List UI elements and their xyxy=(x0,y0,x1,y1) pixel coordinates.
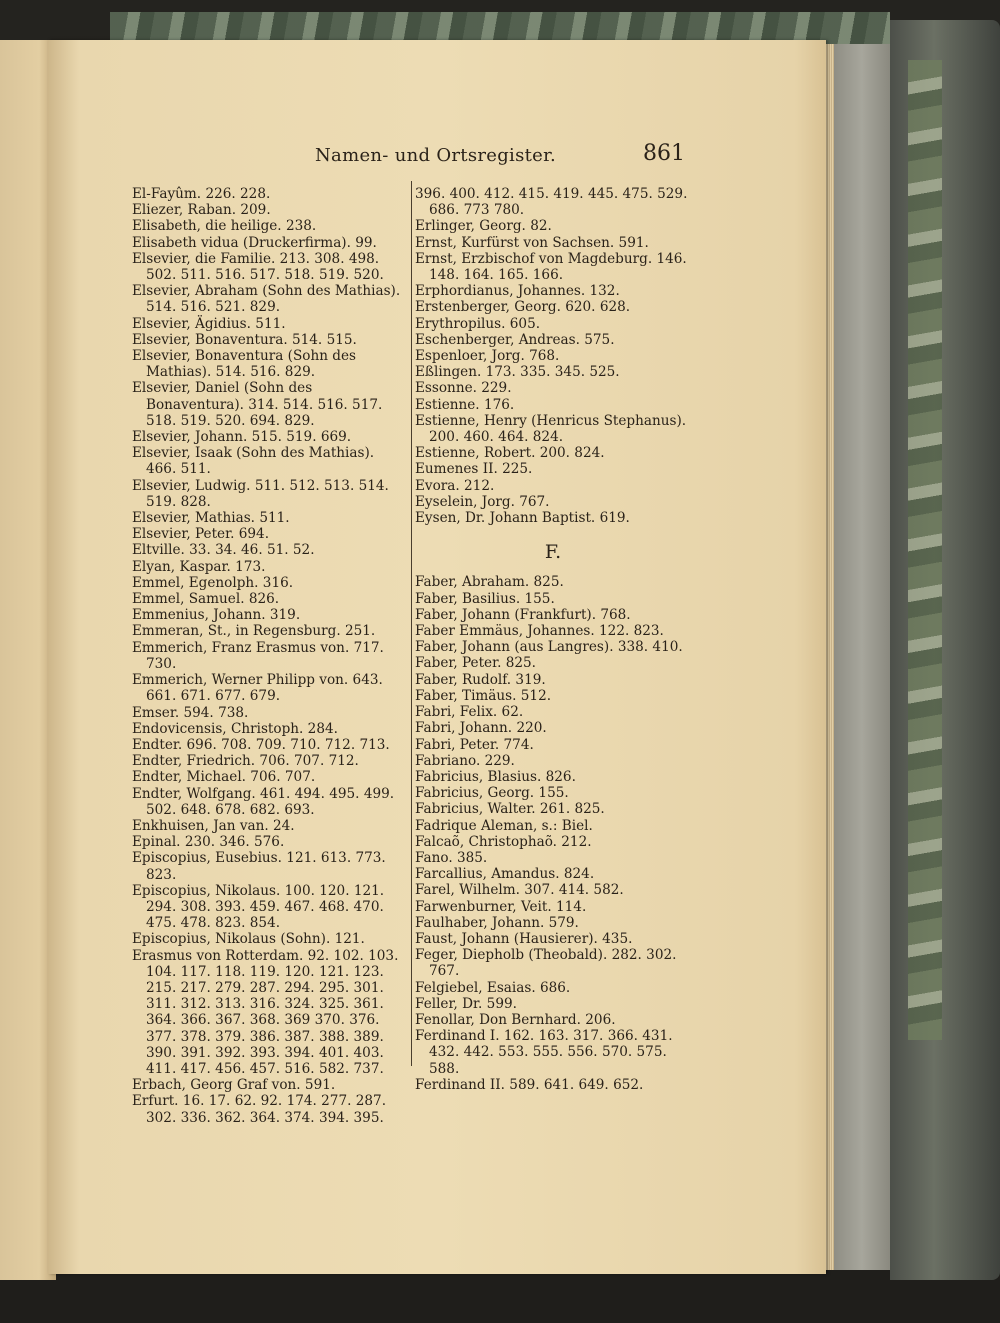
index-entry: Erstenberger, Georg. 620. 628. xyxy=(415,299,631,316)
index-entry: Elsevier, Ludwig. 511. 512. 513. 514. 519. 828. xyxy=(132,477,389,510)
index-entry: Endter, Michael. 706. 707. xyxy=(132,769,316,786)
index-entry: 396. 400. 412. 415. 419. 445. 475. 529. 686. 773 780. xyxy=(415,186,688,219)
index-entry: Enkhuisen, Jan van. 24. xyxy=(132,817,295,834)
index-entry: Feller, Dr. 599. xyxy=(415,995,517,1012)
index-entry: Fabri, Peter. 774. xyxy=(415,736,534,753)
index-entry: Elsevier, Johann. 515. 519. 669. xyxy=(132,429,352,446)
index-entry: Elisabeth, die heilige. 238. xyxy=(132,218,317,235)
index-entry: Fabri, Johann. 220. xyxy=(415,720,547,737)
index-entry: Fabricius, Blasius. 826. xyxy=(415,768,576,785)
index-entry: Elsevier, Peter. 694. xyxy=(132,526,270,543)
index-entry: Feger, Diepholb (Theobald). 282. 302. 767. xyxy=(415,947,677,980)
index-entry: Elsevier, die Familie. 213. 308. 498. 502. 511. 516. 517. 518. 519. 520. xyxy=(132,250,384,284)
index-entry: Episcopius, Eusebius. 121. 613. 773. 823. xyxy=(132,850,386,883)
index-entry: Endter, Friedrich. 706. 707. 712. xyxy=(132,753,359,770)
index-entry: Ernst, Kurfürst von Sachsen. 591. xyxy=(415,234,649,251)
index-entry: Faber, Peter. 825. xyxy=(415,655,537,672)
index-column-right xyxy=(415,186,691,1093)
page-number: 861 xyxy=(643,141,685,166)
index-entry: Faber Emmäus, Johannes. 122. 823. xyxy=(415,623,664,640)
index-entry: Episcopius, Nikolaus. 100. 120. 121. 294. 308. 393. 459. 467. 468. 470. 475. 478. 823. 854. xyxy=(132,882,385,932)
index-entry: Emmeran, St., in Regensburg. 251. xyxy=(132,623,376,640)
index-entry: Farcallius, Amandus. 824. xyxy=(415,866,595,883)
index-entry: Faulhaber, Johann. 579. xyxy=(415,914,579,931)
index-entry: Erythropilus. 605. xyxy=(415,315,541,332)
index-entry: Felgiebel, Esaias. 686. xyxy=(415,979,571,996)
index-entry: Emmenius, Johann. 319. xyxy=(132,607,301,624)
index-entry: Estienne, Henry (Henricus Stephanus). 200. 460. 464. 824. xyxy=(415,412,687,446)
index-entry: Emmerich, Franz Erasmus von. 717. 730. xyxy=(132,639,384,672)
index-entry: Emmel, Egenolph. 316. xyxy=(132,574,294,591)
index-entry: Espenloer, Jorg. 768. xyxy=(415,348,560,365)
index-entry: Elisabeth vidua (Druckerfirma). 99. xyxy=(132,234,377,251)
index-entry: Fenollar, Don Bernhard. 206. xyxy=(415,1011,616,1028)
index-entry: Eßlingen. 173. 335. 345. 525. xyxy=(415,364,620,381)
index-entry: Elsevier, Bonaventura. 514. 515. xyxy=(132,331,357,348)
index-entry: Fabri, Felix. 62. xyxy=(415,704,524,721)
index-entry: Erbach, Georg Graf von. 591. xyxy=(132,1077,336,1094)
index-entry: Evora. 212. xyxy=(415,477,495,494)
index-entry: Fabricius, Walter. 261. 825. xyxy=(415,801,605,818)
index-entry: Emmerich, Werner Philipp von. 643. 661. 671. 677. 679. xyxy=(132,672,383,705)
index-entry: Faber, Johann (Frankfurt). 768. xyxy=(415,606,631,623)
index-entry: Epinal. 230. 346. 576. xyxy=(132,834,285,851)
board-edge xyxy=(834,44,890,1270)
index-entry: Elyan, Kaspar. 173. xyxy=(132,558,266,575)
index-entry: Elsevier, Daniel (Sohn des Bonaventura). 314. 514. 516. 517. 518. 519. 520. 694. 829. xyxy=(132,380,383,429)
index-entry: Faust, Johann (Hausierer). 435. xyxy=(415,930,633,947)
running-title: Namen- und Ortsregister. xyxy=(315,145,557,166)
marbled-endpaper-side xyxy=(908,60,942,1040)
index-entry: Eyselein, Jorg. 767. xyxy=(415,493,550,510)
index-entry: Estienne. 176. xyxy=(415,396,515,413)
index-entry: Eltville. 33. 34. 46. 51. 52. xyxy=(132,542,315,559)
index-entry: Faber, Basilius. 155. xyxy=(415,590,555,607)
page-header xyxy=(115,141,685,175)
index-entry: Elsevier, Ägidius. 511. xyxy=(132,315,286,332)
index-entry: Erasmus von Rotterdam. 92. 102. 103. 104. 117. 118. 119. 120. 121. 123. 215. 217. 279. 287. 294. 295. 301. 311. 312. 313. 316. 324. 325. 361. 364. 366. 367. 368. 369 370. 376. 377. 378. 379. 386. 387. 388. 389. 390. 391. 392. 393. 394. 401. 403. 411. 417. 456. 457. 516. 582. 737. xyxy=(132,947,399,1077)
index-entry: Ferdinand II. 589. 641. 649. 652. xyxy=(415,1076,644,1093)
column-divider xyxy=(411,181,412,1066)
index-entry: Eysen, Dr. Johann Baptist. 619. xyxy=(415,510,630,527)
index-entry: Erfurt. 16. 17. 62. 92. 174. 277. 287. 302. 336. 362. 364. 374. 394. 395. xyxy=(132,1093,387,1126)
index-entry: Ferdinand I. 162. 163. 317. 366. 431. 432. 442. 553. 555. 556. 570. 575. 588. xyxy=(415,1028,673,1077)
index-entry: Elsevier, Mathias. 511. xyxy=(132,510,290,527)
section-letter-heading: F. xyxy=(544,541,562,564)
index-entry: Falcaõ, Christophaõ. 212. xyxy=(415,833,592,850)
index-entry: Elsevier, Isaak (Sohn des Mathias). 466. 511. xyxy=(132,445,375,478)
index-entry: Eumenes II. 225. xyxy=(415,461,533,478)
index-entry: Essonne. 229. xyxy=(415,380,512,397)
index-entry: Elsevier, Abraham (Sohn des Mathias). 514. 516. 521. 829. xyxy=(132,283,401,316)
index-entry: Endter. 696. 708. 709. 710. 712. 713. xyxy=(132,736,390,753)
index-entry: Farwenburner, Veit. 114. xyxy=(415,898,587,915)
index-entry: Episcopius, Nikolaus (Sohn). 121. xyxy=(132,931,365,948)
index-entry: Faber, Johann (aus Langres). 338. 410. xyxy=(415,639,683,656)
index-entry: Faber, Abraham. 825. xyxy=(415,574,564,591)
index-entry: Endter, Wolfgang. 461. 494. 495. 499. 502. 648. 678. 682. 693. xyxy=(132,785,395,818)
index-entry: Emser. 594. 738. xyxy=(132,704,249,721)
page-stack-edges xyxy=(826,44,834,1270)
index-entry: Eliezer, Raban. 209. xyxy=(132,202,271,219)
index-entry: Endovicensis, Christoph. 284. xyxy=(132,720,338,737)
index-entry: Erphordianus, Johannes. 132. xyxy=(415,283,620,300)
index-entry: Eschenberger, Andreas. 575. xyxy=(415,331,615,348)
index-entry: Fadrique Aleman, s.: Biel. xyxy=(415,817,593,834)
cover-right-board xyxy=(890,20,1000,1280)
index-entry: Farel, Wilhelm. 307. 414. 582. xyxy=(415,882,624,899)
index-entry: Elsevier, Bonaventura (Sohn des Mathias). 514. 516. 829. xyxy=(132,348,357,381)
index-entry: El-Fayûm. 226. 228. xyxy=(132,186,271,202)
index-entry: Ernst, Erzbischof von Magdeburg. 146. 148. 164. 165. 166. xyxy=(415,250,687,284)
index-entry: Fabricius, Georg. 155. xyxy=(415,785,569,802)
index-entry: Emmel, Samuel. 826. xyxy=(132,591,280,608)
index-entry: Fabriano. 229. xyxy=(415,752,515,769)
index-entry: Faber, Rudolf. 319. xyxy=(415,671,546,688)
index-entry: Erlinger, Georg. 82. xyxy=(415,218,552,235)
index-entry: Fano. 385. xyxy=(415,849,488,866)
index-entry: Estienne, Robert. 200. 824. xyxy=(415,445,605,462)
index-column-left xyxy=(132,186,408,1126)
index-entry: Faber, Timäus. 512. xyxy=(415,687,552,704)
